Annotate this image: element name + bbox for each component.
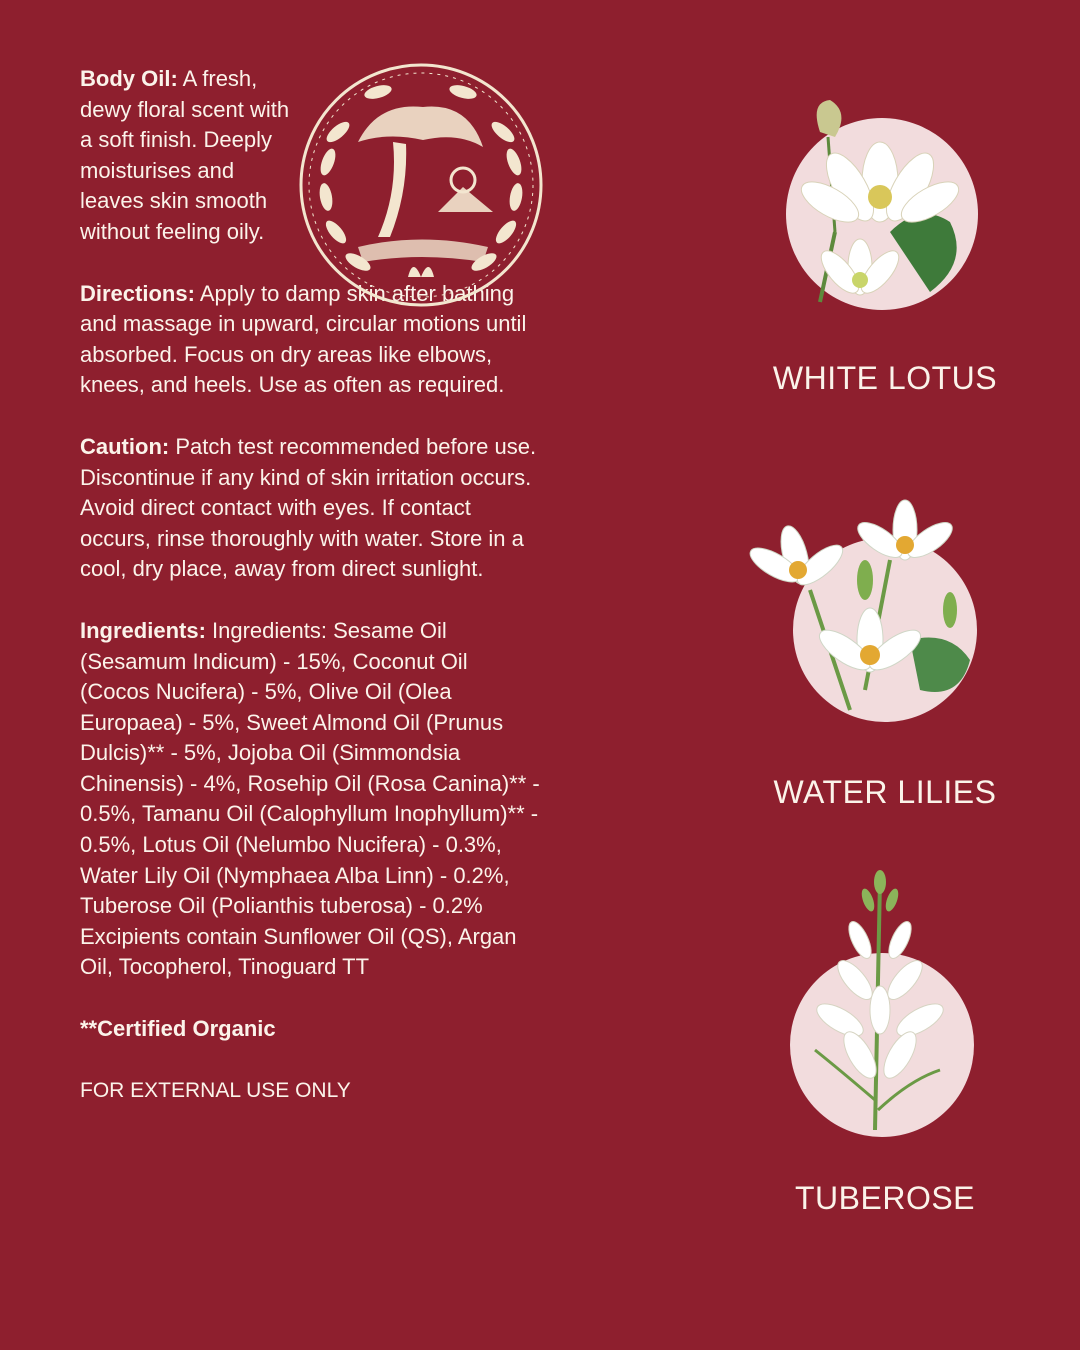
- water-lilies-label: WATER LILIES: [773, 774, 997, 810]
- caution-section: [80, 432, 540, 585]
- excipients-text: Excipients contain Sunflower Oil (QS), Argan Oil, Tocopherol, Tinoguard TT: [80, 923, 517, 980]
- forest-seal-icon: [298, 62, 544, 308]
- white-lotus-label: WHITE LOTUS: [772, 360, 998, 396]
- ingredients-text: Ingredients: Sesame Oil (Sesamum Indicum) - 15%, Coconut Oil (Cocos Nucifera) - 5%, Olive Oil (Olea Europaea) - 5%, Sweet Almond Oil (Prunus Dulcis)** - 5%, Jojoba Oil (Simmondsia Chinensis) - 4%, Rosehip Oil (Rosa Canina)** - 0.5%, Tamanu Oil (Calophyllum Inophyllum)** - 0.5%, Lotus Oil (Nelumbo Nucifera) - 0.3%, Water Lily Oil (Nymphaea Alba Linn) - 0.2%, Tuberose Oil (Polianthis tuberosa) - 0.2%: [80, 617, 540, 919]
- ingredients-heading: Ingredients:: [80, 617, 206, 643]
- white-lotus-illustration: [740, 92, 980, 312]
- tuberose-illustration: [740, 870, 980, 1140]
- body-oil-text: A fresh, dewy floral scent with a soft finish. Deeply moisturises and leaves skin smooth without feeling oily.: [80, 66, 290, 244]
- directions-text: Apply to damp skin after bathing and massage in upward, circular motions until absorbed. Focus on dry areas like elbows, knees, and heels. Use as often as required.: [80, 280, 527, 398]
- water-lily-illustration: [740, 490, 980, 730]
- caution-text: Patch test recommended before use. Discontinue if any kind of skin irritation occurs. Avoid direct contact with eyes. If contact occurs, rinse thoroughly with water. Store in a cool, dry place, away from direct sunlight.: [80, 433, 537, 582]
- ingredients-section: [80, 616, 540, 983]
- body-oil-heading: Body Oil:: [80, 66, 178, 91]
- tuberose-label: TUBEROSE: [794, 1180, 976, 1216]
- certified-organic-note: **Certified Organic: [80, 1016, 276, 1042]
- body-oil-section: [80, 64, 295, 248]
- directions-heading: Directions:: [80, 280, 195, 306]
- external-use-notice: FOR EXTERNAL USE ONLY: [80, 1078, 351, 1102]
- caution-heading: Caution:: [80, 433, 170, 459]
